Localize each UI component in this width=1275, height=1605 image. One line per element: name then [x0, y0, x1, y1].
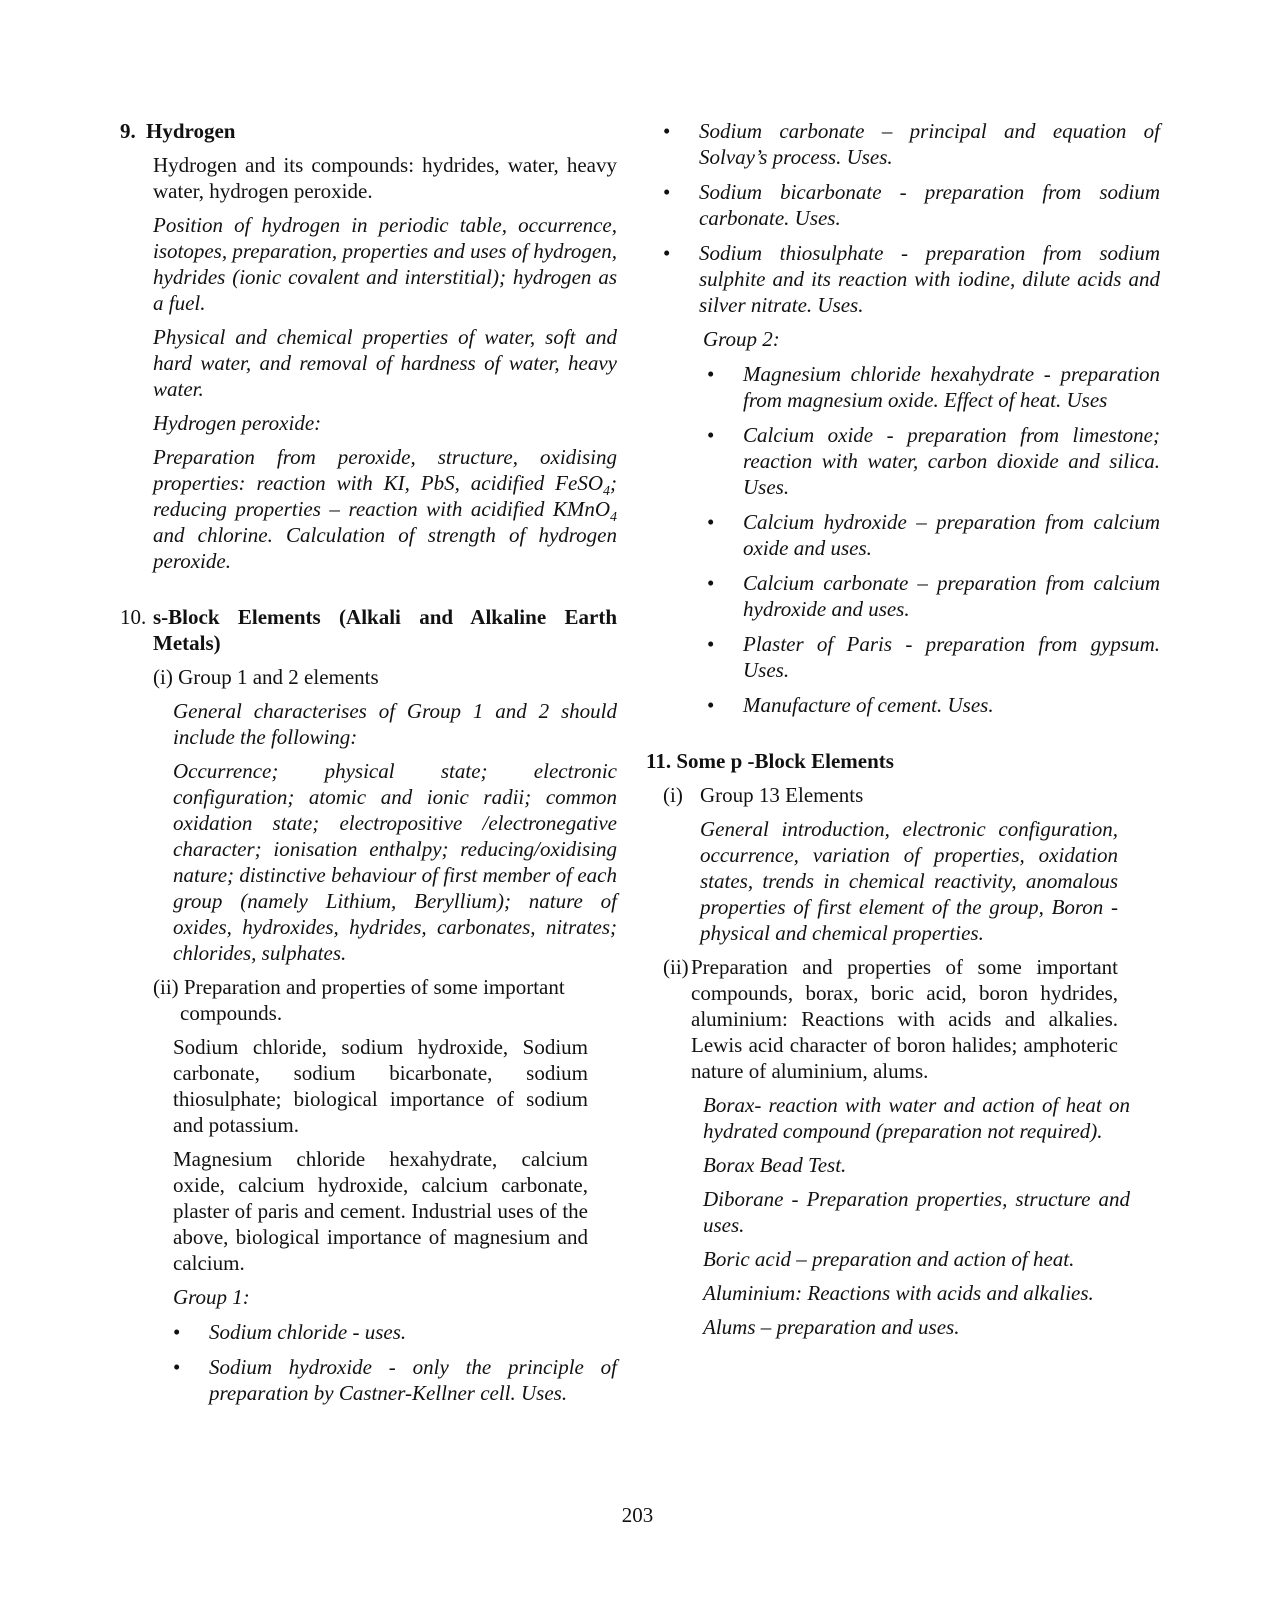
- bullet-icon: •: [707, 571, 715, 595]
- alums-line: Alums – preparation and uses.: [703, 1315, 960, 1339]
- section-10-ii-sodium: Sodium chloride, sodium hydroxide, Sodium carbonate, sodium bicarbonate, sodium thiosulphate; biological importance of sodium and potassium.: [173, 1035, 588, 1137]
- group-2-heading: Group 2:: [703, 327, 780, 351]
- section-9-water: Physical and chemical properties of water, soft and hard water, and removal of hardness of water, heavy water.: [153, 325, 617, 401]
- section-10-ii-magnesium: Magnesium chloride hexahydrate, calcium oxide, calcium hydroxide, calcium carbonate, plaster of paris and cement. Industrial uses of the above, biological importance of magnesium and calcium.: [173, 1147, 588, 1275]
- borax-bead-line: Borax Bead Test.: [703, 1153, 847, 1177]
- list-item: • Sodium bicarbonate - preparation from sodium carbonate. Uses.: [663, 180, 1160, 230]
- section-9-position: Position of hydrogen in periodic table, occurrence, isotopes, preparation, properties and uses of hydrogen, hydrides (ionic covalent and interstitial); hydrogen as a fuel.: [153, 213, 617, 315]
- list-item: • Manufacture of cement. Uses.: [707, 693, 994, 717]
- borax-line: Borax- reaction with water and action of heat on hydrated compound (preparation not required).: [703, 1093, 1130, 1143]
- group-1-list-left: [173, 1319, 617, 1406]
- section-10-ii-label: (ii) Preparation and properties of some important compounds.: [153, 975, 565, 1025]
- section-11-ii: (ii) Preparation and properties of some important compounds, borax, boric acid, boron hydrides, aluminium: Reactions with acids and alkalies. Lewis acid character of boron halides; amphoteric nature of aluminium, alums.: [663, 955, 1118, 1083]
- list-item: • Sodium hydroxide - only the principle of preparation by Castner-Kellner cell. Uses.: [173, 1355, 617, 1405]
- page-number: 203: [621, 1503, 654, 1527]
- bullet-icon: •: [173, 1355, 181, 1379]
- aluminium-line: Aluminium: Reactions with acids and alkalies.: [703, 1281, 1094, 1305]
- list-item: • Calcium carbonate – preparation from calcium hydroxide and uses.: [707, 571, 1160, 621]
- right-column: [646, 118, 1160, 1340]
- left-column: [120, 118, 617, 1406]
- list-item: • Calcium hydroxide – preparation from calcium oxide and uses.: [707, 510, 1160, 560]
- section-11-ii-text: Preparation and properties of some important compounds, borax, boric acid, boron hydrides, aluminium: Reactions with acids and alkalies. Lewis acid character of boron halides; amphoteric nature of aluminium, alums.: [691, 955, 1118, 1083]
- list-item: • Sodium thiosulphate - preparation from sodium sulphite and its reaction with iodine, dilute acids and silver nitrate. Uses.: [663, 241, 1160, 317]
- group-2-list: [707, 361, 1160, 718]
- section-9-intro: Hydrogen and its compounds: hydrides, water, heavy water, hydrogen peroxide.: [153, 153, 617, 203]
- bullet-icon: •: [707, 632, 715, 656]
- section-9-peroxide-text: Preparation from peroxide, structure, oxidising properties: reaction with KI, PbS, acidified FeSO$_4$; reducing properties – reaction with acidified KMnO$_4$ and chlorine. Calculation of strength of hydrogen peroxide.: [153, 445, 617, 573]
- bullet-icon: •: [707, 362, 715, 386]
- section-11-i-label: (i) Group 13 Elements: [663, 783, 864, 807]
- section-10-i-intro: General characterises of Group 1 and 2 should include the following:: [173, 699, 617, 749]
- bullet-icon: •: [707, 693, 715, 717]
- group-1-list-right: [663, 118, 1160, 318]
- list-item: • Sodium carbonate – principal and equation of Solvay’s process. Uses.: [663, 119, 1160, 169]
- list-item: • Plaster of Paris - preparation from gypsum. Uses.: [707, 632, 1160, 682]
- boric-acid-line: Boric acid – preparation and action of heat.: [703, 1247, 1075, 1271]
- section-9-peroxide-heading: Hydrogen peroxide:: [153, 411, 322, 435]
- bullet-icon: •: [663, 180, 671, 204]
- section-10-heading: [120, 604, 617, 656]
- section-10-title: s-Block Elements (Alkali and Alkaline Earth Metals): [153, 605, 617, 655]
- bullet-icon: •: [663, 241, 671, 265]
- section-9-body: [153, 152, 617, 574]
- list-item: • Magnesium chloride hexahydrate - preparation from magnesium oxide. Effect of heat. Uses: [707, 362, 1160, 412]
- section-10-body: [153, 664, 617, 1406]
- section-11-details: [703, 1092, 1130, 1340]
- section-11-heading: 11. Some p -Block Elements: [646, 749, 894, 773]
- bullet-icon: •: [663, 119, 671, 143]
- list-item: • Calcium oxide - preparation from limestone; reaction with water, carbon dioxide and silica. Uses.: [707, 423, 1160, 499]
- section-10-number: 10.: [120, 605, 147, 629]
- bullet-icon: •: [173, 1320, 181, 1344]
- section-10-i-list: Occurrence; physical state; electronic configuration; atomic and ionic radii; common oxidation state; electropositive /electronegative character; ionisation enthalpy; reducing/oxidising nature; distinctive behaviour of first member of each group (namely Lithium, Beryllium); nature of oxides, hydroxides, hydrides, carbonates, nitrates; chlorides, sulphates.: [173, 759, 617, 965]
- section-10-i-label: (i) Group 1 and 2 elements: [153, 665, 379, 689]
- diborane-line: Diborane - Preparation properties, structure and uses.: [703, 1187, 1130, 1237]
- section-11-i-text: General introduction, electronic configuration, occurrence, variation of properties, oxidation states, trends in chemical reactivity, anomalous properties of first element of the group, Boron - physical and chemical properties.: [700, 817, 1118, 945]
- bullet-icon: •: [707, 510, 715, 534]
- section-9-heading: [120, 118, 617, 144]
- section-9-title: Hydrogen: [146, 119, 236, 143]
- list-item: • Sodium chloride - uses.: [173, 1320, 407, 1344]
- bullet-icon: •: [707, 423, 715, 447]
- section-9-number: 9.: [120, 119, 136, 143]
- group-1-heading: Group 1:: [173, 1285, 250, 1309]
